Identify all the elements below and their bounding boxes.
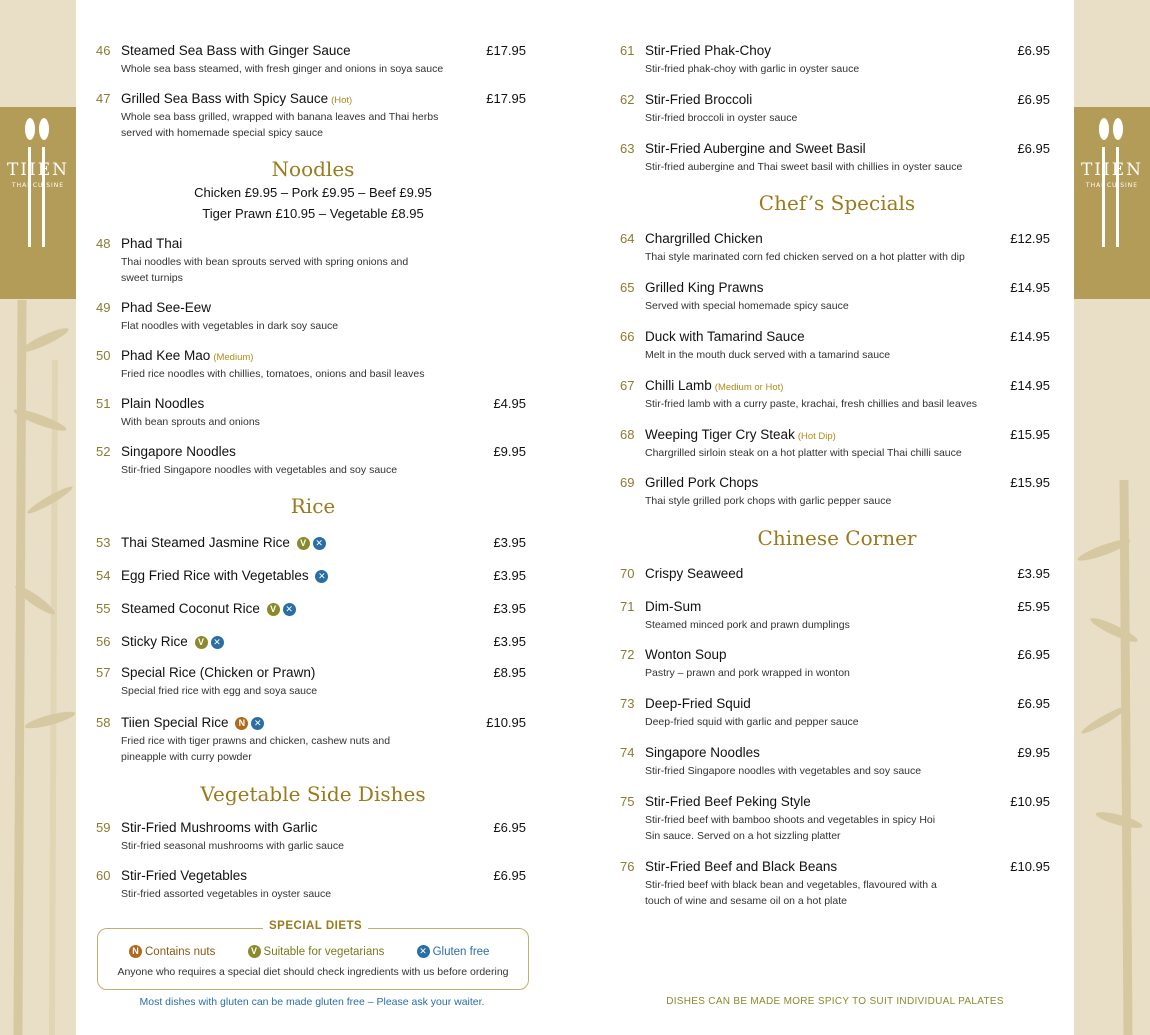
item-price: £3.95 bbox=[1017, 566, 1050, 581]
item-number: 51 bbox=[96, 396, 111, 411]
item-name: Special Rice (Chicken or Prawn) bbox=[121, 665, 316, 680]
logo-band bbox=[0, 107, 76, 299]
item-name: Weeping Tiger Cry Steak bbox=[645, 427, 795, 442]
item-name: Steamed Sea Bass with Ginger Sauce bbox=[121, 43, 351, 58]
item-price: £3.95 bbox=[493, 535, 526, 550]
item-name-wrap bbox=[121, 348, 253, 363]
item-desc: Fried rice noodles with chillies, tomatoes, onions and basil leaves bbox=[121, 368, 425, 380]
item-name-wrap bbox=[121, 715, 264, 730]
item-name: Stir-Fried Beef Peking Style bbox=[645, 794, 811, 809]
item-desc: Pastry – prawn and pork wrapped in wonton bbox=[645, 667, 850, 679]
item-price: £8.95 bbox=[493, 665, 526, 680]
item-desc: Stir-fried Singapore noodles with vegetables and soy sauce bbox=[645, 765, 922, 777]
item-price: £6.95 bbox=[1017, 141, 1050, 156]
item-price: £12.95 bbox=[1010, 231, 1050, 246]
spicy-footer-note: DISHES CAN BE MADE MORE SPICY TO SUIT INDIVIDUAL PALATES bbox=[666, 996, 1004, 1007]
logo-subtitle: THAI CUISINE bbox=[11, 182, 65, 189]
logo-name: TIIEN bbox=[1080, 160, 1144, 180]
item-desc: Thai noodles with bean sprouts served with spring onions and sweet turnips bbox=[121, 256, 409, 284]
item-number: 68 bbox=[620, 427, 635, 442]
item-price: £14.95 bbox=[1010, 280, 1050, 295]
item-number: 59 bbox=[96, 820, 111, 835]
nuts-label: Contains nuts bbox=[145, 945, 216, 958]
gluten-free-icon: ✕ bbox=[283, 603, 296, 616]
item-name: Tiien Special Rice bbox=[121, 715, 229, 730]
item-name: Chilli Lamb bbox=[645, 378, 712, 393]
item-number: 62 bbox=[620, 92, 635, 107]
item-name: Grilled Pork Chops bbox=[645, 475, 759, 490]
item-desc: Flat noodles with vegetables in dark soy sauce bbox=[121, 320, 339, 332]
item-name: Chargrilled Chicken bbox=[645, 231, 763, 246]
item-number: 67 bbox=[620, 378, 635, 393]
item-name: Singapore Noodles bbox=[645, 745, 760, 760]
item-number: 47 bbox=[96, 91, 111, 106]
section-heading-noodles: Noodles bbox=[271, 157, 355, 181]
item-price: £17.95 bbox=[486, 43, 526, 58]
item-name: Thai Steamed Jasmine Rice bbox=[121, 535, 290, 550]
item-number: 56 bbox=[96, 634, 111, 649]
item-desc: Stir-fried lamb with a curry paste, krachai, fresh chillies and basil leaves bbox=[645, 398, 978, 410]
item-number: 63 bbox=[620, 141, 635, 156]
item-desc: Thai style grilled pork chops with garlic pepper sauce bbox=[645, 495, 892, 507]
item-number: 58 bbox=[96, 715, 111, 730]
right-decor-panel bbox=[1074, 0, 1150, 1035]
item-price: £4.95 bbox=[493, 396, 526, 411]
item-number: 64 bbox=[620, 231, 635, 246]
item-price: £5.95 bbox=[1017, 599, 1050, 614]
item-spice-tag: (Hot Dip) bbox=[797, 431, 836, 442]
vegetarian-icon: V bbox=[195, 636, 208, 649]
item-number: 52 bbox=[96, 444, 111, 459]
gluten-free-icon: ✕ bbox=[251, 717, 264, 730]
item-number: 53 bbox=[96, 535, 111, 550]
item-spice-tag: (Hot) bbox=[331, 95, 353, 106]
item-name: Grilled Sea Bass with Spicy Sauce bbox=[121, 91, 329, 106]
item-name: Egg Fried Rice with Vegetables bbox=[121, 568, 309, 583]
logo-band-right bbox=[1074, 107, 1150, 299]
item-price: £9.95 bbox=[493, 444, 526, 459]
item-name: Stir-Fried Aubergine and Sweet Basil bbox=[645, 141, 866, 156]
logo-name: TIIEN bbox=[6, 160, 70, 180]
item-number: 61 bbox=[620, 43, 635, 58]
item-price: £3.95 bbox=[493, 568, 526, 583]
item-price: £6.95 bbox=[1017, 647, 1050, 662]
bamboo-logo-icon bbox=[1074, 107, 1150, 299]
item-desc: Chargrilled sirloin steak on a hot platter with special Thai chilli sauce bbox=[645, 447, 962, 459]
item-name: Stir-Fried Beef and Black Beans bbox=[645, 859, 838, 874]
item-number: 71 bbox=[620, 599, 635, 614]
item-name-wrap bbox=[121, 568, 328, 583]
item-name: Deep-Fried Squid bbox=[645, 696, 751, 711]
item-number: 55 bbox=[96, 601, 111, 616]
item-desc: Melt in the mouth duck served with a tamarind sauce bbox=[645, 349, 891, 361]
item-desc: Fried rice with tiger prawns and chicken, cashew nuts and pineapple with curry powder bbox=[121, 735, 391, 763]
item-number: 48 bbox=[96, 236, 111, 251]
item-desc: Served with special homemade spicy sauce bbox=[645, 300, 849, 312]
item-price: £15.95 bbox=[1010, 475, 1050, 490]
bamboo-logo-icon bbox=[0, 107, 76, 299]
item-name: Dim-Sum bbox=[645, 599, 702, 614]
nuts-icon: N bbox=[235, 717, 248, 730]
special-diets-box bbox=[97, 920, 529, 990]
item-number: 66 bbox=[620, 329, 635, 344]
item-desc: Steamed minced pork and prawn dumplings bbox=[645, 619, 850, 631]
bamboo-decor-icon bbox=[1074, 300, 1150, 1035]
item-price: £9.95 bbox=[1017, 745, 1050, 760]
item-desc: Whole sea bass grilled, wrapped with banana leaves and Thai herbs served with homemade special spicy sauce bbox=[121, 111, 439, 139]
section-heading-chefs-specials: Chef’s Specials bbox=[758, 191, 916, 215]
item-name: Phad Thai bbox=[121, 236, 183, 251]
item-number: 50 bbox=[96, 348, 111, 363]
item-price: £6.95 bbox=[1017, 696, 1050, 711]
item-price: £10.95 bbox=[1010, 794, 1050, 809]
item-name: Phad See-Eew bbox=[121, 300, 212, 315]
vegetarian-label: Suitable for vegetarians bbox=[263, 945, 385, 958]
section-heading-vegetable: Vegetable Side Dishes bbox=[200, 782, 426, 806]
item-desc: With bean sprouts and onions bbox=[121, 416, 260, 428]
vegetarian-icon: V bbox=[267, 603, 280, 616]
item-number: 73 bbox=[620, 696, 635, 711]
item-price: £3.95 bbox=[493, 634, 526, 649]
item-name-wrap bbox=[121, 601, 296, 616]
item-name: Stir-Fried Broccoli bbox=[645, 92, 753, 107]
nuts-icon: N bbox=[129, 945, 142, 958]
special-diets-title: SPECIAL DIETS bbox=[263, 920, 368, 932]
item-number: 76 bbox=[620, 859, 635, 874]
item-name: Stir-Fried Mushrooms with Garlic bbox=[121, 820, 318, 835]
item-desc: Stir-fried beef with black bean and vegetables, flavoured with a touch of wine and sesame oil on a hot plate bbox=[645, 879, 937, 907]
gluten-free-label: Gluten free bbox=[432, 945, 490, 958]
item-desc: Deep-fried squid with garlic and pepper sauce bbox=[645, 716, 859, 728]
item-price: £17.95 bbox=[486, 91, 526, 106]
item-price: £14.95 bbox=[1010, 378, 1050, 393]
item-name: Wonton Soup bbox=[645, 647, 727, 662]
item-desc: Special fried rice with egg and soya sauce bbox=[121, 685, 318, 697]
item-number: 69 bbox=[620, 475, 635, 490]
item-desc: Thai style marinated corn fed chicken served on a hot platter with dip bbox=[645, 251, 965, 263]
item-desc: Stir-fried phak-choy with garlic in oyster sauce bbox=[645, 63, 860, 75]
item-number: 57 bbox=[96, 665, 111, 680]
item-name-wrap bbox=[121, 634, 224, 649]
section-heading-rice: Rice bbox=[290, 494, 336, 518]
item-name: Stir-Fried Phak-Choy bbox=[645, 43, 772, 58]
item-name: Plain Noodles bbox=[121, 396, 205, 411]
item-price: £6.95 bbox=[493, 868, 526, 883]
item-number: 65 bbox=[620, 280, 635, 295]
item-name: Stir-Fried Vegetables bbox=[121, 868, 248, 883]
item-number: 49 bbox=[96, 300, 111, 315]
item-name-wrap bbox=[121, 535, 326, 550]
item-price: £15.95 bbox=[1010, 427, 1050, 442]
item-desc: Stir-fried Singapore noodles with vegetables and soy sauce bbox=[121, 464, 398, 476]
item-number: 54 bbox=[96, 568, 111, 583]
item-name: Phad Kee Mao bbox=[121, 348, 211, 363]
item-desc: Whole sea bass steamed, with fresh ginger and onions in soya sauce bbox=[121, 63, 444, 75]
item-name: Sticky Rice bbox=[121, 634, 188, 649]
item-price: £14.95 bbox=[1010, 329, 1050, 344]
item-desc: Stir-fried seasonal mushrooms with garlic sauce bbox=[121, 840, 344, 852]
noodles-price-line-1: Chicken £9.95 – Pork £9.95 – Beef £9.95 bbox=[194, 185, 432, 200]
item-name: Crispy Seaweed bbox=[645, 566, 744, 581]
item-spice-tag: (Medium or Hot) bbox=[714, 382, 784, 393]
item-price: £6.95 bbox=[1017, 92, 1050, 107]
item-number: 72 bbox=[620, 647, 635, 662]
item-price: £10.95 bbox=[1010, 859, 1050, 874]
item-desc: Stir-fried broccoli in oyster sauce bbox=[645, 112, 798, 124]
bamboo-decor-icon bbox=[0, 300, 76, 1035]
item-name: Grilled King Prawns bbox=[645, 280, 764, 295]
gluten-free-icon: ✕ bbox=[417, 945, 430, 958]
logo-subtitle: THAI CUISINE bbox=[1085, 182, 1139, 189]
diet-legend bbox=[126, 945, 515, 958]
item-number: 70 bbox=[620, 566, 635, 581]
vegetarian-icon: V bbox=[248, 945, 261, 958]
section-heading-chinese-corner: Chinese Corner bbox=[757, 526, 917, 550]
item-price: £3.95 bbox=[493, 601, 526, 616]
item-name-wrap bbox=[645, 427, 836, 442]
item-number: 75 bbox=[620, 794, 635, 809]
vegetarian-icon: V bbox=[297, 537, 310, 550]
item-price: £10.95 bbox=[486, 715, 526, 730]
left-decor-panel bbox=[0, 0, 76, 1035]
item-name-wrap bbox=[645, 378, 783, 393]
item-desc: Stir-fried aubergine and Thai sweet basil with chillies in oyster sauce bbox=[645, 161, 963, 173]
item-name: Steamed Coconut Rice bbox=[121, 601, 260, 616]
item-spice-tag: (Medium) bbox=[213, 352, 254, 363]
item-price: £6.95 bbox=[1017, 43, 1050, 58]
item-name-wrap bbox=[121, 91, 352, 106]
item-name: Duck with Tamarind Sauce bbox=[645, 329, 805, 344]
diet-note: Anyone who requires a special diet should check ingredients with us before ordering bbox=[117, 966, 509, 978]
item-number: 46 bbox=[96, 43, 111, 58]
gluten-free-icon: ✕ bbox=[313, 537, 326, 550]
gluten-free-icon: ✕ bbox=[315, 570, 328, 583]
item-desc: Stir-fried beef with bamboo shoots and vegetables in spicy Hoi Sin sauce. Served on a hot sizzling platter bbox=[645, 814, 936, 842]
noodles-price-line-2: Tiger Prawn £10.95 – Vegetable £8.95 bbox=[202, 206, 424, 221]
item-name: Singapore Noodles bbox=[121, 444, 236, 459]
item-desc: Stir-fried assorted vegetables in oyster sauce bbox=[121, 888, 332, 900]
item-number: 74 bbox=[620, 745, 635, 760]
item-number: 60 bbox=[96, 868, 111, 883]
gluten-free-icon: ✕ bbox=[211, 636, 224, 649]
gluten-footer-note: Most dishes with gluten can be made gluten free – Please ask your waiter. bbox=[139, 996, 485, 1008]
item-price: £6.95 bbox=[493, 820, 526, 835]
